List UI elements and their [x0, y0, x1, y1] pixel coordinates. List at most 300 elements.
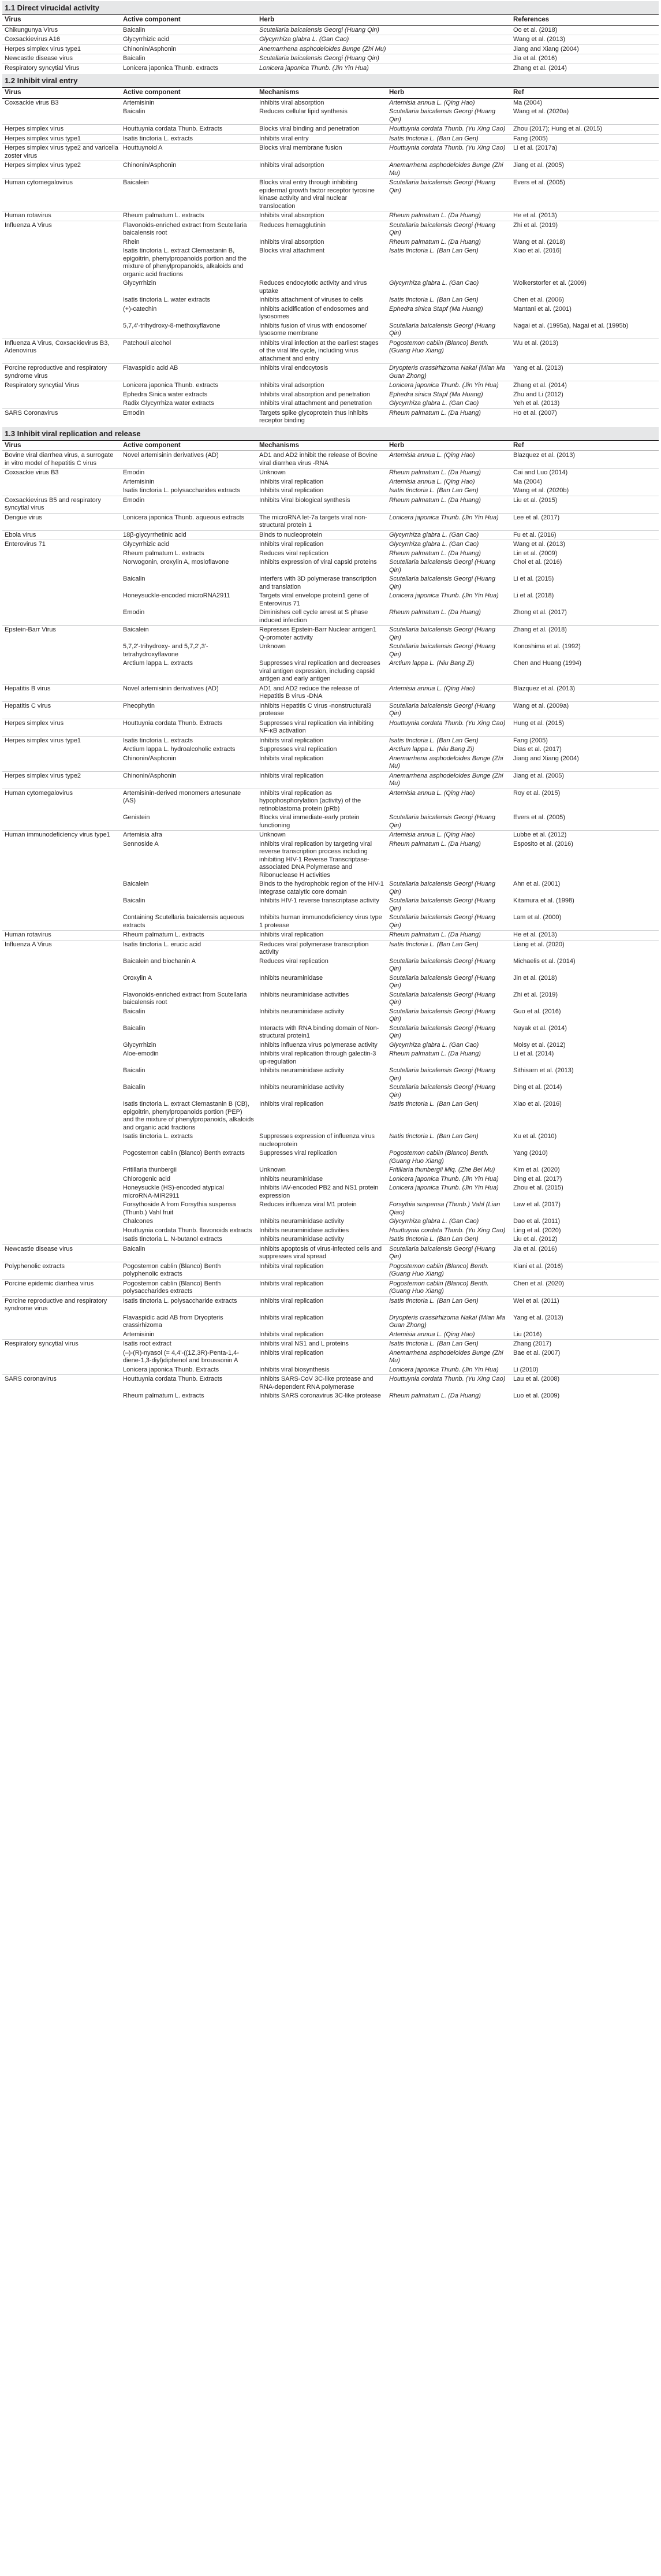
cell-reference: Evers et al. (2005)	[513, 814, 565, 821]
cell-herb: Scutellaria baicalensis Georgi (Huang Qin)	[389, 1008, 496, 1023]
table-row	[2, 296, 659, 305]
table-row	[2, 736, 659, 745]
cell-reference: Jiang and Xiang (2004)	[513, 754, 579, 762]
cell-herb: Scutellaria baicalensis Georgi (Huang Qin)	[389, 1084, 496, 1099]
table-row	[2, 221, 659, 238]
cell-herb: Scutellaria baicalensis Georgi (Huang Qin)	[389, 914, 496, 929]
cell-active-component: Rheum palmatum L. extracts	[121, 931, 257, 941]
cell-active-component: Honeysuckle-encoded microRNA2911	[123, 592, 230, 599]
cell-virus	[2, 840, 121, 880]
cell-herb: Rheum palmatum L. (Da Huang)	[389, 238, 481, 246]
cell-active-component: Isatis tinctoria L. polysaccharides extracts	[123, 487, 240, 494]
cell-herb: Artemisia annua L. (Qing Hao)	[387, 684, 511, 701]
cell-active-component: Chinonin/Asphonin	[123, 754, 177, 762]
cell-mechanism: Inhibits apoptosis of virus-infected cells and suppresses viral spread	[257, 1244, 387, 1262]
cell-reference: Blazquez et al. (2013)	[511, 451, 659, 469]
cell-active-component: Baicalin	[123, 1067, 145, 1074]
cell-herb: Scutellaria baicalensis Georgi (Huang Qin)	[389, 974, 496, 989]
cell-active-component: Pogostemon cablin (Blanco) Benth extracts	[123, 1150, 245, 1157]
cell-reference: Ma (2004)	[513, 478, 543, 485]
cell-mechanism: Inhibits viral absorption and penetration	[259, 391, 371, 398]
cell-herb: Glycyrrhiza glabra L. (Gan Cao)	[389, 1041, 479, 1049]
cell-mechanism: Inhibits neuraminidase activities	[259, 1226, 349, 1234]
table-row	[2, 391, 659, 400]
cell-virus: Respiratory syncytial Virus	[2, 381, 121, 391]
cell-virus	[2, 279, 121, 296]
cell-reference: Ho et al. (2007)	[511, 408, 659, 426]
cell-herb: Scutellaria baicalensis Georgi (Huang Qin)	[389, 643, 496, 658]
cell-herb: Scutellaria baicalensis Georgi (Huang Qin)	[389, 575, 496, 590]
cell-active-component: Artemisia afra	[121, 831, 257, 840]
table-row	[2, 1226, 659, 1236]
col-header-ref: Ref	[511, 88, 659, 99]
cell-mechanism: Reduces viral replication	[259, 549, 328, 557]
cell-reference: Li et al. (2017a)	[511, 144, 659, 161]
table-row	[2, 558, 659, 575]
table-row	[2, 575, 659, 592]
table-row	[2, 1330, 659, 1340]
cell-active-component: Baicalin	[123, 1008, 145, 1015]
table-row	[2, 719, 659, 736]
cell-active-component: Baicalein and biochanin A	[123, 957, 196, 965]
table-row	[2, 469, 659, 478]
cell-virus: Human rotavirus	[2, 931, 121, 941]
table-row	[2, 247, 659, 279]
table-row	[2, 931, 659, 941]
cell-reference: Xiao et al. (2016)	[513, 1101, 562, 1107]
table-row	[2, 125, 659, 135]
cell-active-component: Isatis tinctoria L. extracts	[121, 134, 257, 144]
col-header-virus: Virus	[2, 15, 121, 26]
cell-mechanism: Inhibits neuraminidase	[259, 1175, 323, 1183]
cell-herb: Scutellaria baicalensis Georgi (Huang Qin)	[389, 1024, 496, 1039]
cell-active-component: Isatis root extract	[121, 1340, 257, 1349]
cell-virus	[2, 1226, 121, 1236]
cell-virus: Herpes simplex virus type1	[2, 134, 121, 144]
cell-reference: Xu et al. (2010)	[513, 1133, 557, 1140]
cell-virus: Influenza A Virus	[2, 221, 121, 238]
cell-virus	[2, 107, 121, 125]
cell-active-component: Flavonoids-enriched extract from Scutellaria baicalensis root	[123, 991, 247, 1006]
cell-mechanism: Inhibits viral infection at the earliest stages of the viral life cycle, including virus attachment and entry	[257, 339, 387, 364]
cell-mechanism: Inhibits viral replication	[257, 540, 387, 549]
cell-mechanism: Inhibits viral NS1 and L proteins	[257, 1340, 387, 1349]
cell-virus	[2, 1217, 121, 1226]
cell-reference: Konoshima et al. (1992)	[513, 643, 581, 650]
cell-mechanism: Inhibits viral replication as hypophosphorylation (activity) of the retinoblastoma protein (pRb)	[257, 789, 387, 813]
cell-herb: Dryopteris crassirhizoma Nakai (Mian Ma Guan Zhong)	[387, 364, 511, 381]
cell-virus	[2, 549, 121, 559]
table-row	[2, 1050, 659, 1066]
table-row	[2, 1200, 659, 1217]
cell-virus	[2, 486, 121, 496]
cell-virus: Chikungunya Virus	[2, 25, 121, 35]
table-inhibit-viral-entry	[2, 87, 659, 426]
cell-herb: Rheum palmatum L. (Da Huang)	[387, 931, 511, 941]
cell-mechanism: Targets spike glycoprotein thus inhibits receptor binding	[257, 408, 387, 426]
cell-herb: Forsythia suspensa (Thunb.) Vahl (Lian Qiao)	[389, 1201, 501, 1216]
cell-herb: Artemisia annua L. (Qing Hao)	[387, 98, 511, 107]
cell-reference: Luo et al. (2009)	[513, 1392, 560, 1399]
table-row	[2, 54, 659, 64]
col-header-active-component: Active component	[121, 440, 257, 451]
table-row	[2, 64, 659, 73]
table-row	[2, 1024, 659, 1041]
cell-virus	[2, 1050, 121, 1066]
cell-mechanism: Inhibits neuraminidase activity	[259, 1067, 344, 1074]
table-row	[2, 1041, 659, 1050]
cell-herb: Rheum palmatum L. (Da Huang)	[387, 496, 511, 513]
cell-active-component: Rheum palmatum L. extracts	[121, 211, 257, 221]
cell-mechanism: Reduces hemagglutinin	[257, 221, 387, 238]
cell-reference: Xiao et al. (2016)	[513, 247, 562, 254]
cell-virus	[2, 1066, 121, 1083]
col-header-virus: Virus	[2, 88, 121, 99]
cell-herb: Scutellaria baicalensis Georgi (Huang Qin)	[387, 701, 511, 719]
cell-virus	[2, 1349, 121, 1366]
cell-virus: Epstein-Barr Virus	[2, 626, 121, 643]
table-row	[2, 238, 659, 247]
cell-active-component: Houttuynia cordata Thunb. Extracts	[121, 1375, 257, 1392]
cell-active-component: Chinonin/Asphonin	[121, 44, 257, 54]
cell-virus: Human immunodeficiency virus type1	[2, 831, 121, 840]
cell-mechanism: Interacts with RNA binding domain of Non-structural protein1	[259, 1024, 379, 1039]
cell-mechanism: Unknown	[259, 643, 286, 650]
cell-herb: Arctium lappa L. (Niu Bang Zi)	[389, 660, 475, 667]
cell-virus	[2, 1149, 121, 1166]
cell-virus: Herpes simplex virus type2 and varicella zoster virus	[2, 144, 121, 161]
cell-mechanism: Inhibits acidification of endosomes and lysosomes	[259, 305, 368, 320]
cell-virus	[2, 608, 121, 626]
table-row	[2, 1100, 659, 1132]
table-row	[2, 659, 659, 684]
table-row	[2, 478, 659, 487]
cell-reference: Fu et al. (2016)	[511, 530, 659, 540]
cell-reference: Liang et al. (2020)	[511, 940, 659, 957]
cell-mechanism: Inhibits viral replication	[257, 771, 387, 789]
cell-virus: Herpes simplex virus type2	[2, 161, 121, 179]
cell-mechanism: Blocks viral attachment	[259, 247, 325, 254]
cell-mechanism: Inhibits viral replication	[257, 736, 387, 745]
cell-active-component: (–)-(R)-nyasol (= 4,4'-((1Z,3R)-Penta-1,4-diene-1,3-diyl)diphenol and broussonin A	[123, 1349, 240, 1364]
cell-virus	[2, 1366, 121, 1375]
cell-herb: Artemisia annua L. (Qing Hao)	[387, 789, 511, 813]
cell-active-component: Houttuynoid A	[121, 144, 257, 161]
cell-herb: Isatis tinctoria L. (Ban Lan Gen)	[389, 487, 479, 494]
cell-mechanism: Inhibits viral replication	[259, 1314, 324, 1321]
cell-active-component: Emodin	[121, 469, 257, 478]
cell-active-component: Baicalin	[123, 897, 145, 904]
cell-mechanism: Inhibits viral replication	[259, 1349, 324, 1356]
cell-reference: Lee et al. (2017)	[511, 513, 659, 530]
cell-active-component: Flavaspidic acid AB	[121, 364, 257, 381]
cell-reference: Chen et al. (2020)	[511, 1279, 659, 1296]
cell-reference: Liu et al. (2012)	[513, 1236, 558, 1243]
cell-active-component: Isatis tinctoria L. extract Clemastanin B, epigoitrin, phenylpropanoids portion and the mixture of phenylpropanoids, alkaloids and organic acid fractions	[123, 247, 247, 278]
table-row	[2, 339, 659, 364]
cell-mechanism: Suppresses expression of influenza virus nucleoprotein	[259, 1133, 375, 1148]
cell-virus	[2, 558, 121, 575]
cell-reference: Liu (2016)	[513, 1330, 542, 1338]
cell-herb: Scutellaria baicalensis Georgi (Huang Qin)	[389, 559, 496, 574]
cell-reference: Kitamura et al. (1998)	[513, 897, 574, 904]
col-header-active-component: Active component	[121, 15, 257, 26]
cell-herb: Lonicera japonica Thunb. (Jin Yin Hua)	[257, 64, 511, 73]
cell-active-component: Arctium lappa L. extracts	[123, 660, 193, 667]
cell-reference: Hung et al. (2015)	[511, 719, 659, 736]
col-header-references: References	[511, 15, 659, 26]
cell-active-component: (+)-catechin	[123, 305, 157, 313]
cell-active-component: Novel artemisinin derivatives (AD)	[121, 451, 257, 469]
cell-active-component: Lonicera japonica Thunb. aqueous extracts	[121, 513, 257, 530]
cell-reference: Zhi et al. (2019)	[513, 991, 558, 998]
cell-herb: Rheum palmatum L. (Da Huang)	[389, 1392, 481, 1399]
table-row	[2, 745, 659, 754]
cell-mechanism: Targets viral envelope protein1 gene of Enterovirus 71	[259, 592, 369, 607]
cell-herb: Isatis tinctoria L. (Ban Lan Gen)	[389, 296, 479, 303]
cell-reference: Dias et al. (2017)	[513, 746, 562, 753]
cell-reference: Ding et al. (2014)	[513, 1084, 562, 1091]
cell-active-component: Baicalin	[123, 108, 145, 115]
cell-herb: Artemisia annua L. (Qing Hao)	[389, 478, 475, 485]
cell-mechanism: Inhibits viral replication	[257, 931, 387, 941]
cell-active-component: Chinonin/Asphonin	[121, 161, 257, 179]
cell-herb: Anemarrhena asphodeloides Bunge (Zhi Mu)	[387, 161, 511, 179]
table-row	[2, 513, 659, 530]
cell-virus	[2, 1314, 121, 1330]
cell-reference: Wolkerstorfer et al. (2009)	[513, 280, 587, 287]
cell-herb: Anemarrhena asphodeloides Bunge (Zhi Mu)	[389, 754, 503, 770]
table-row	[2, 913, 659, 931]
cell-virus: Polyphenolic extracts	[2, 1262, 121, 1279]
cell-virus	[2, 1008, 121, 1024]
cell-mechanism: Inhibits attachment of viruses to cells	[259, 296, 363, 303]
cell-mechanism: Blocks viral immediate-early protein functioning	[259, 814, 360, 829]
cell-virus: Respiratory syncytial virus	[2, 1340, 121, 1349]
cell-active-component: Rheum palmatum L. extracts	[123, 549, 204, 557]
cell-herb: Isatis tinctoria L. (Ban Lan Gen)	[389, 1101, 479, 1107]
cell-virus: Dengue virus	[2, 513, 121, 530]
table-row	[2, 1366, 659, 1375]
cell-herb: Scutellaria baicalensis Georgi (Huang Qin)	[389, 814, 496, 829]
cell-reference: Jia et al. (2016)	[511, 1244, 659, 1262]
table-row	[2, 1392, 659, 1401]
cell-mechanism: Inhibits viral endocytosis	[257, 364, 387, 381]
cell-herb: Scutellaria baicalensis Georgi (Huang Qin)	[389, 880, 496, 895]
cell-reference: Yeh et al. (2013)	[513, 400, 560, 407]
cell-virus: Porcine epidemic diarrhea virus	[2, 1279, 121, 1296]
cell-virus: Coxsackievirus A16	[2, 35, 121, 45]
cell-mechanism: Inhibits viral replication	[259, 478, 324, 485]
cell-mechanism: Suppresses viral replication	[259, 1150, 337, 1157]
cell-virus	[2, 1132, 121, 1149]
cell-reference: Ling et al. (2020)	[513, 1226, 561, 1234]
cell-active-component: Arctium lappa L. hydroalcoholic extracts	[123, 746, 236, 753]
cell-active-component: Emodin	[121, 408, 257, 426]
cell-reference: Michaelis et al. (2014)	[513, 957, 576, 965]
cell-virus	[2, 957, 121, 974]
table-row	[2, 789, 659, 813]
table-row	[2, 279, 659, 296]
cell-mechanism: Blocks viral membrane fusion	[257, 144, 387, 161]
table-row	[2, 957, 659, 974]
cell-virus	[2, 1175, 121, 1184]
cell-mechanism: Inhibits Viral biological synthesis	[257, 496, 387, 513]
cell-active-component: Baicalin	[123, 575, 145, 582]
cell-virus: Newcastle disease virus	[2, 54, 121, 64]
cell-reference: Cai and Luo (2014)	[511, 469, 659, 478]
cell-active-component: Forsythoside A from Forsythia suspensa (Thunb.) Vahl fruit	[123, 1201, 236, 1216]
cell-active-component: Chinonin/Asphonin	[121, 771, 257, 789]
cell-active-component: Emodin	[123, 609, 145, 616]
cell-herb: Pogostemon cablin (Blanco) Benth. (Guang Huo Xiang)	[387, 1279, 511, 1296]
cell-virus: Bovine viral diarrhea virus, a surrogate in vitro model of hepatitis C virus	[2, 451, 121, 469]
cell-virus: SARS coronavirus	[2, 1375, 121, 1392]
cell-herb: Dryopteris crassirhizoma Nakai (Mian Ma Guan Zhong)	[389, 1314, 506, 1329]
cell-mechanism: Inhibits viral replication	[259, 1330, 324, 1338]
cell-herb: Isatis tinctoria L. (Ban Lan Gen)	[389, 1133, 479, 1140]
cell-virus	[2, 1166, 121, 1175]
cell-active-component: Isatis tinctoria L. erucic acid	[121, 940, 257, 957]
cell-mechanism: Suppresses viral replication and decreases viral antigen expression, including capsid antigen and early antigen	[259, 660, 380, 682]
cell-mechanism: Inhibits viral adsorption	[257, 161, 387, 179]
cell-reference: Blazquez et al. (2013)	[511, 684, 659, 701]
cell-virus	[2, 1235, 121, 1244]
table-row	[2, 974, 659, 991]
cell-mechanism: Inhibits viral biosynthesis	[259, 1366, 330, 1373]
cell-virus	[2, 1083, 121, 1100]
cell-mechanism: Reduces viral replication	[259, 957, 328, 965]
cell-reference: Jiang et al. (2005)	[511, 161, 659, 179]
cell-active-component: Artemisinin	[121, 98, 257, 107]
table-row	[2, 608, 659, 626]
cell-herb: Scutellaria baicalensis Georgi (Huang Qin)	[257, 25, 511, 35]
cell-active-component: Glycyrrhizin	[123, 1041, 156, 1049]
cell-reference: Roy et al. (2015)	[511, 789, 659, 813]
cell-reference: Li (2010)	[513, 1366, 539, 1373]
table-row	[2, 771, 659, 789]
cell-active-component: Lonicera japonica Thunb. Extracts	[123, 1366, 219, 1373]
table-row	[2, 754, 659, 772]
table-row	[2, 530, 659, 540]
cell-mechanism: Inhibits viral replication	[259, 754, 324, 762]
cell-herb: Glycyrrhiza glabra L. (Gan Cao)	[387, 540, 511, 549]
cell-reference: Wang et al. (2018)	[513, 238, 566, 246]
cell-active-component: Fritillaria thunbergii	[123, 1166, 177, 1173]
cell-virus	[2, 974, 121, 991]
table-row	[2, 161, 659, 179]
cell-reference: Nagai et al. (1995a), Nagai et al. (1995b)	[513, 322, 629, 329]
cell-active-component: Artemisinin	[123, 1330, 155, 1338]
cell-active-component: Baicalin	[123, 1024, 145, 1032]
cell-active-component: Ephedra Sinica water extracts	[123, 391, 208, 398]
cell-virus	[2, 745, 121, 754]
cell-active-component: Sennoside A	[123, 840, 159, 847]
cell-active-component: Novel artemisinin derivatives (AD)	[121, 684, 257, 701]
cell-virus: Human cytomegalovirus	[2, 179, 121, 211]
table-row	[2, 626, 659, 643]
cell-virus	[2, 296, 121, 305]
table-row	[2, 98, 659, 107]
cell-virus: Herpes simplex virus type1	[2, 736, 121, 745]
table-row	[2, 1008, 659, 1024]
cell-herb: Scutellaria baicalensis Georgi (Huang Qin)	[387, 626, 511, 643]
cell-herb: Scutellaria baicalensis Georgi (Huang Qin)	[387, 179, 511, 211]
cell-reference: Jia et al. (2016)	[511, 54, 659, 64]
cell-herb: Lonicera japonica Thunb. (Jin Yin Hua)	[389, 1184, 499, 1191]
cell-mechanism: Inhibits influenza virus polymerase activity	[259, 1041, 378, 1049]
table-body-direct-virucidal	[2, 25, 659, 73]
cell-reference: Fang (2005)	[511, 736, 659, 745]
cell-herb: Pogostemon cablin (Blanco) Benth. (Guang Huo Xiang)	[389, 1150, 489, 1165]
cell-reference: Wu et al. (2013)	[511, 339, 659, 364]
table-row	[2, 701, 659, 719]
cell-active-component: Genistein	[123, 814, 150, 821]
table-row	[2, 1235, 659, 1244]
cell-virus: SARS Coronavirus	[2, 408, 121, 426]
cell-herb: Artemisia annua L. (Qing Hao)	[389, 1330, 475, 1338]
cell-active-component: Isatis tinctoria L. extract Clemastanin B (CB), epigoitrin, phenylpropanoids portion (PEP) and the mixture of phenylpropanoids, alkaloids and organic acid fractions	[123, 1101, 254, 1131]
cell-active-component: Flavaspidic acid AB from Dryopteris crassirhizoma	[123, 1314, 223, 1329]
cell-active-component: Flavonoids-enriched extract from Scutellaria baicalensis root	[121, 221, 257, 238]
cell-herb: Glycyrrhiza glabra L. (Gan Cao)	[389, 280, 479, 287]
cell-herb: Rheum palmatum L. (Da Huang)	[389, 840, 481, 847]
cell-herb: Rheum palmatum L. (Da Huang)	[387, 211, 511, 221]
cell-active-component: Isatis tinctoria L. N-butanol extracts	[123, 1236, 222, 1243]
cell-active-component: Glycyrrhizin	[123, 280, 156, 287]
cell-virus	[2, 813, 121, 831]
cell-active-component: Baicalin	[123, 1084, 145, 1091]
cell-active-component: Norwogonin, oroxylin A, mosloflavone	[123, 559, 229, 566]
cell-mechanism: Inhibits viral entry	[257, 134, 387, 144]
cell-mechanism: Unknown	[259, 1166, 286, 1173]
table-inhibit-replication-release	[2, 440, 659, 1401]
cell-mechanism: Diminishes cell cycle arrest at S phase induced infection	[259, 609, 368, 624]
cell-reference: Zhou et al. (2015)	[513, 1184, 563, 1191]
cell-active-component: Rhein	[123, 238, 140, 246]
cell-active-component: Isatis tinctoria L. polysaccharide extracts	[121, 1296, 257, 1314]
cell-reference: Zhu and Li (2012)	[513, 391, 563, 398]
cell-virus: Herpes simplex virus type1	[2, 44, 121, 54]
cell-herb: Arctium lappa L. (Niu Bang Zi)	[389, 746, 475, 753]
table-row	[2, 364, 659, 381]
cell-virus: Herpes simplex virus	[2, 125, 121, 135]
cell-virus	[2, 247, 121, 279]
col-header-active-component: Active component	[121, 88, 257, 99]
cell-herb: Lonicera japonica Thunb. (Jin Yin Hua)	[387, 513, 511, 530]
cell-herb: Isatis tinctoria L. (Ban Lan Gen)	[387, 1296, 511, 1314]
cell-reference: Dao et al. (2011)	[513, 1218, 561, 1225]
table-row	[2, 25, 659, 35]
table-row	[2, 399, 659, 408]
cell-herb: Ephedra sinica Stapf (Ma Huang)	[389, 391, 483, 398]
cell-virus: Hepatitis B virus	[2, 684, 121, 701]
table-row	[2, 322, 659, 339]
cell-virus	[2, 897, 121, 913]
cell-active-component: Baicalein	[123, 880, 149, 887]
cell-virus	[2, 754, 121, 772]
cell-active-component: Rheum palmatum L. extracts	[123, 1392, 204, 1399]
cell-herb: Rheum palmatum L. (Da Huang)	[387, 408, 511, 426]
cell-active-component: Houttuynia cordata Thunb. flavonoids extracts	[123, 1226, 252, 1234]
cell-herb: Glycyrrhiza glabra L. (Gan Cao)	[389, 1218, 479, 1225]
cell-active-component: Baicalin	[121, 1244, 257, 1262]
cell-herb: Scutellaria baicalensis Georgi (Huang Qin)	[387, 1244, 511, 1262]
cell-virus	[2, 913, 121, 931]
cell-active-component: 18β-glycyrrhetinic acid	[121, 530, 257, 540]
cell-mechanism: Blocks viral binding and penetration	[257, 125, 387, 135]
cell-mechanism: Inhibits viral replication	[257, 1262, 387, 1279]
